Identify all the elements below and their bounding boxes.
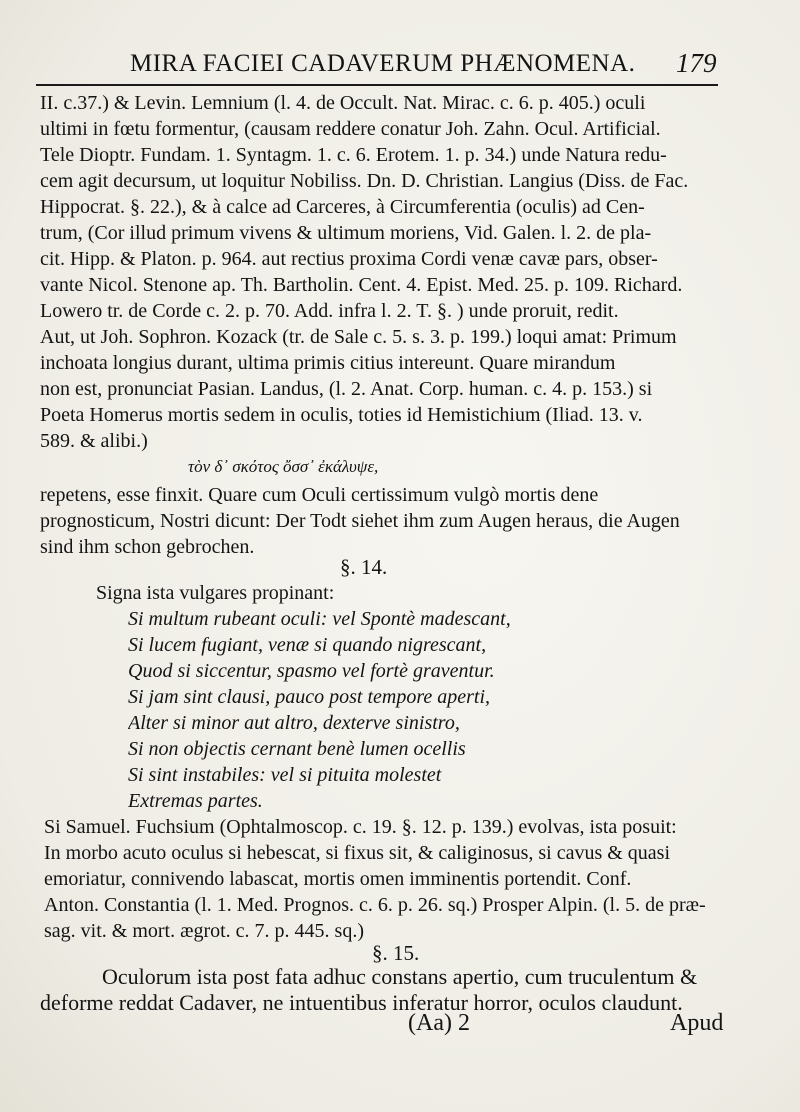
text-line: Anton. Constantia (l. 1. Med. Prognos. c. 6. p. 26. sq.) Prosper Alpin. (l. 5. de præ- <box>44 894 706 916</box>
text-line: sind ihm schon gebrochen. <box>40 536 255 558</box>
text-line: vante Nicol. Stenone ap. Th. Bartholin. Cent. 4. Epist. Med. 25. p. 109. Richard. <box>40 274 683 296</box>
text-line: prognosticum, Nostri dicunt: Der Todt siehet ihm zum Augen heraus, die Augen <box>40 510 680 532</box>
text-line: In morbo acuto oculus si hebescat, si fixus sit, & caliginosus, si cavus & quasi <box>44 842 671 864</box>
text-line: ultimi in fœtu formentur, (causam reddere conatur Joh. Zahn. Ocul. Artificial. <box>40 118 661 140</box>
signature-mark: (Aa) 2 <box>408 1010 470 1036</box>
text-line: deforme reddat Cadaver, ne intuentibus inferatur horror, oculos claudunt. <box>40 990 683 1015</box>
text-line: Aut, ut Joh. Sophron. Kozack (tr. de Sale c. 5. s. 3. p. 199.) loqui amat: Primum <box>40 326 677 348</box>
header-rule <box>36 84 718 86</box>
verse-line: Si jam sint clausi, pauco post tempore aperti, <box>128 686 491 708</box>
verse-line: Si sint instabiles: vel si pituita molestet <box>128 764 442 786</box>
text-line: emoriatur, connivendo labascat, mortis omen imminentis portendit. Conf. <box>44 868 632 890</box>
text-line: Poeta Homerus mortis sedem in oculis, toties id Hemistichium (Iliad. 13. v. <box>40 404 643 426</box>
text-line: Hippocrat. §. 22.), & à calce ad Carceres, à Circumferentia (oculis) ad Cen- <box>40 196 645 218</box>
text-line: Oculorum ista post fata adhuc constans apertio, cum truculentum & <box>102 964 698 989</box>
text-line: cit. Hipp. & Platon. p. 964. aut rectius proxima Cordi venæ cavæ pars, obser- <box>40 248 658 270</box>
verse-line: Extremas partes. <box>128 790 263 812</box>
text-line: repetens, esse finxit. Quare cum Oculi certissimum vulgò mortis dene <box>40 484 599 506</box>
verse-line: Si non objectis cernant benè lumen ocellis <box>128 738 466 760</box>
verse-line: Alter si minor aut altro, dexterve sinistro, <box>128 712 460 734</box>
text-line: Tele Dioptr. Fundam. 1. Syntagm. 1. c. 6. Erotem. 1. p. 34.) unde Natura redu- <box>40 144 667 166</box>
greek-hemistich: τὸν δ᾽ σκότος ὄσσ᾽ ἐκάλυψε, <box>188 457 379 476</box>
text-line: cem agit decursum, ut loquitur Nobiliss. Dn. D. Christian. Langius (Diss. de Fac. <box>40 170 689 192</box>
text-line: Si Samuel. Fuchsium (Ophtalmoscop. c. 19. §. 12. p. 139.) evolvas, ista posuit: <box>44 816 677 838</box>
section-heading-14: §. 14. <box>340 555 388 579</box>
catchword: Apud <box>670 1010 724 1036</box>
running-title: MIRA FACIEI CADAVERUM PHÆNOMENA. <box>130 50 636 77</box>
text-line: trum, (Cor illud primum vivens & ultimum moriens, Vid. Galen. l. 2. de pla- <box>40 222 652 244</box>
text-line: Lowero tr. de Corde c. 2. p. 70. Add. infra l. 2. T. §. ) unde proruit, redit. <box>40 300 619 322</box>
page-number: 179 <box>676 48 717 78</box>
verse-intro: Signa ista vulgares propinant: <box>96 582 335 604</box>
text-line: sag. vit. & mort. ægrot. c. 7. p. 445. sq.) <box>44 920 364 942</box>
verse-line: Quod si siccentur, spasmo vel fortè graventur. <box>128 660 495 682</box>
verse-line: Si lucem fugiant, venæ si quando nigrescant, <box>128 634 487 656</box>
text-line: II. c.37.) & Levin. Lemnium (l. 4. de Occult. Nat. Mirac. c. 6. p. 405.) oculi <box>40 92 646 114</box>
text-line: inchoata longius durant, ultima primis citius intereunt. Quare mirandum <box>40 352 616 374</box>
verse-line: Si multum rubeant oculi: vel Spontè madescant, <box>128 608 511 630</box>
section-heading-15: §. 15. <box>372 941 420 965</box>
text-line: non est, pronunciat Pasian. Landus, (l. 2. Anat. Corp. human. c. 4. p. 153.) si <box>40 378 653 400</box>
text-line: 589. & alibi.) <box>40 430 148 452</box>
